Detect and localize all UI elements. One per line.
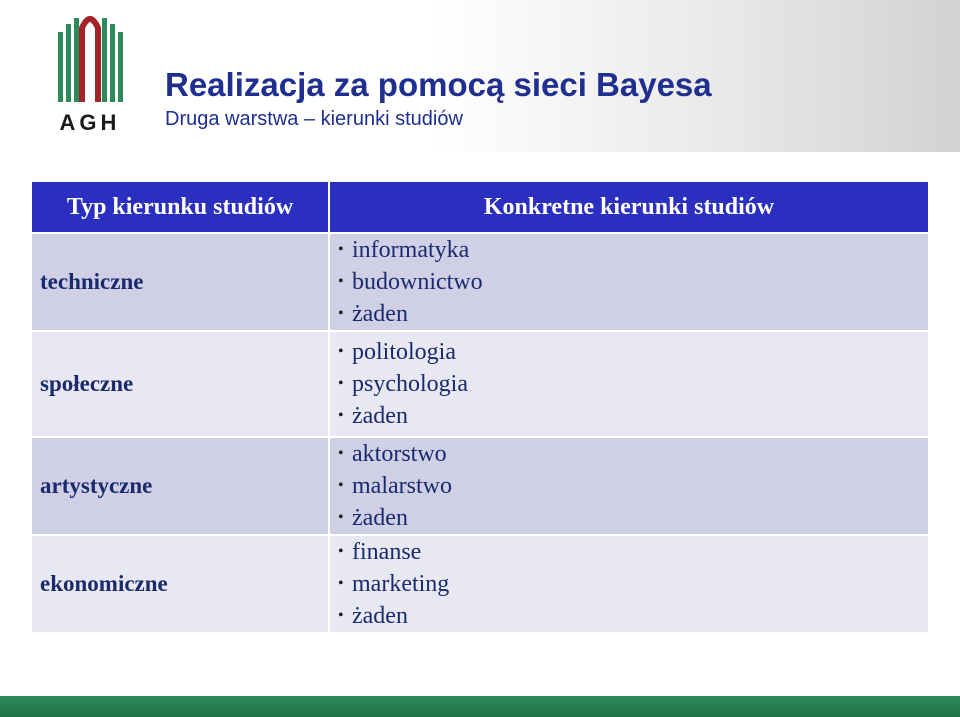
list-item — [338, 368, 928, 400]
agh-logo — [52, 14, 128, 138]
item-label: marketing — [352, 571, 450, 597]
items-list — [338, 536, 928, 632]
bullet-dot-icon: • — [338, 375, 344, 392]
items-cell — [329, 233, 929, 331]
bullet-dot-icon: • — [338, 343, 344, 360]
category-cell: techniczne — [31, 233, 329, 331]
list-item — [338, 336, 928, 368]
bullet-dot-icon: • — [338, 445, 344, 462]
item-label: żaden — [352, 403, 408, 429]
footer-bar — [0, 696, 960, 717]
agh-logo-icon — [52, 14, 128, 106]
items-list — [338, 234, 928, 330]
items-cell — [329, 535, 929, 633]
items-list — [338, 336, 928, 432]
header-specific: Konkretne kierunki studiów — [329, 181, 929, 233]
bullet-dot-icon: • — [338, 407, 344, 424]
table-row — [31, 331, 929, 437]
header-type: Typ kierunku studiów — [31, 181, 329, 233]
logo-text: AGH — [59, 110, 121, 135]
bullet-dot-icon: • — [338, 241, 344, 258]
item-label: aktorstwo — [352, 441, 447, 467]
table-row — [31, 437, 929, 535]
item-label: informatyka — [352, 237, 470, 263]
list-item — [338, 600, 928, 632]
table-row — [31, 233, 929, 331]
item-label: finanse — [352, 539, 422, 565]
item-label: malarstwo — [352, 473, 452, 499]
table-row — [31, 535, 929, 633]
list-item — [338, 502, 928, 534]
items-list — [338, 438, 928, 534]
list-item — [338, 470, 928, 502]
list-item — [338, 298, 928, 330]
category-cell: ekonomiczne — [31, 535, 329, 633]
list-item — [338, 234, 928, 266]
item-label: psychologia — [352, 371, 468, 397]
items-cell — [329, 331, 929, 437]
bullet-dot-icon: • — [338, 607, 344, 624]
list-item — [338, 266, 928, 298]
category-cell: artystyczne — [31, 437, 329, 535]
item-label: żaden — [352, 301, 408, 327]
bullet-dot-icon: • — [338, 273, 344, 290]
bullet-dot-icon: • — [338, 543, 344, 560]
item-label: żaden — [352, 505, 408, 531]
bullet-dot-icon: • — [338, 575, 344, 592]
bullet-dot-icon: • — [338, 477, 344, 494]
bullet-dot-icon: • — [338, 305, 344, 322]
list-item — [338, 536, 928, 568]
list-item — [338, 568, 928, 600]
table-header-row — [31, 181, 929, 233]
item-label: budownictwo — [352, 269, 483, 295]
page-subtitle: Druga warstwa – kierunki studiów — [165, 108, 463, 130]
item-label: politologia — [352, 339, 456, 365]
category-cell: społeczne — [31, 331, 329, 437]
list-item — [338, 438, 928, 470]
items-cell — [329, 437, 929, 535]
fields-table — [30, 180, 930, 634]
list-item — [338, 400, 928, 432]
page-title: Realizacja za pomocą sieci Bayesa — [165, 66, 712, 103]
item-label: żaden — [352, 603, 408, 629]
bullet-dot-icon: • — [338, 509, 344, 526]
